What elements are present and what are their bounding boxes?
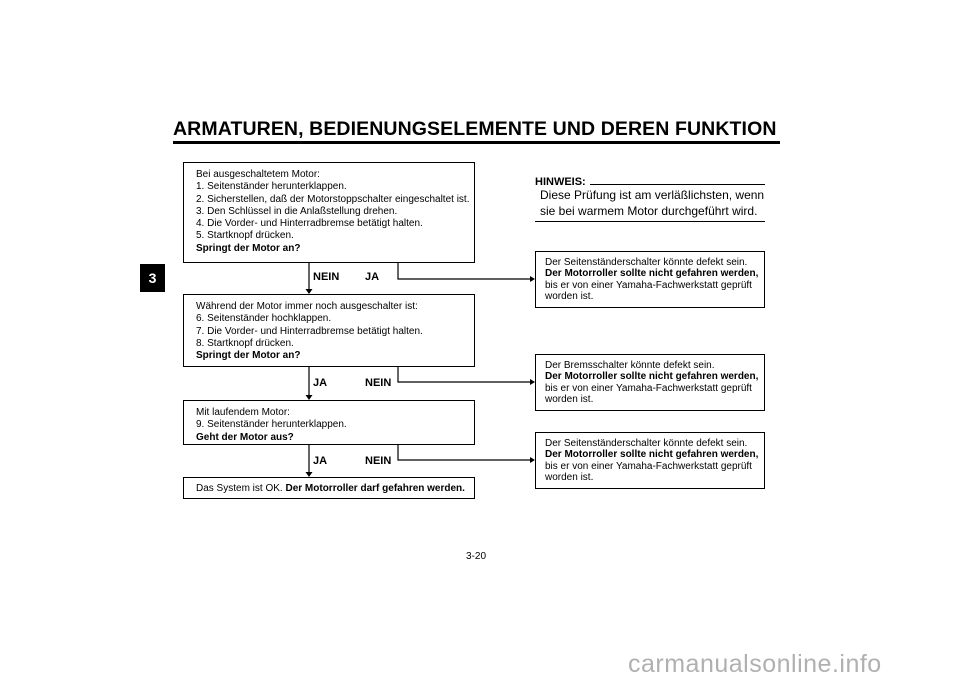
page-number: 3-20	[466, 551, 487, 562]
box2-line: 8. Startknopf drücken.	[196, 337, 294, 349]
final-text: Das System ist OK.	[196, 483, 283, 494]
box2-label-right: NEIN	[365, 377, 392, 389]
chapter-tab: 3	[140, 264, 165, 292]
result-box-2	[535, 354, 765, 411]
step-box-2	[183, 294, 475, 367]
box3-line: 9. Seitenständer herunterklappen.	[196, 419, 347, 431]
box2-line: 6. Seitenständer hochklappen.	[196, 313, 332, 325]
box2-line: Während der Motor immer noch ausgeschalter ist:	[196, 301, 418, 312]
connector-box2-result2	[398, 367, 531, 382]
note-label: HINWEIS:	[535, 176, 586, 188]
box1-line: Bei ausgeschaltetem Motor:	[196, 169, 320, 180]
box1-question: Springt der Motor an?	[196, 242, 301, 254]
box1-label-left: NEIN	[313, 271, 340, 283]
final-box	[183, 477, 475, 499]
result-line: Der Seitenständerschalter könnte defekt sein.	[545, 438, 748, 449]
box2-question: Springt der Motor an?	[196, 350, 301, 362]
box3-label-left: JA	[313, 455, 328, 467]
result-line: worden ist.	[545, 291, 594, 303]
result-warning: Der Motorroller sollte nicht gefahren werden,	[545, 371, 759, 383]
box1-line: 1. Seitenständer herunterklappen.	[196, 181, 347, 193]
result-line: bis er von einer Yamaha-Fachwerkstatt geprüft	[545, 460, 752, 472]
connector-box3-result3	[398, 445, 531, 460]
step-box-1	[183, 162, 475, 263]
box3-line: Mit laufendem Motor:	[196, 407, 290, 418]
box1-line: 3. Den Schlüssel in die Anlaßstellung drehen.	[196, 205, 398, 217]
box3-question: Geht der Motor aus?	[196, 431, 294, 443]
result-line: Der Bremsschalter könnte defekt sein.	[545, 360, 715, 371]
result-line: bis er von einer Yamaha-Fachwerkstatt geprüft	[545, 382, 752, 394]
connector-box1-result1	[398, 263, 531, 279]
result-line: worden ist.	[545, 394, 594, 406]
box1-label-right: JA	[365, 271, 380, 283]
box2-label-left: JA	[313, 377, 328, 389]
note-text: Diese Prüfung ist am verläßlichsten, wenn sie bei warmem Motor durchgeführt wird.	[540, 188, 765, 218]
result-warning: Der Motorroller sollte nicht gefahren werden,	[545, 449, 759, 461]
note-rule-bottom	[535, 221, 765, 222]
watermark: carmanualsonline.info	[628, 650, 882, 678]
box1-line: 2. Sicherstellen, daß der Motorstoppschalter eingeschaltet ist.	[196, 193, 470, 205]
result-box-1	[535, 251, 765, 308]
result-box-3	[535, 432, 765, 489]
result-line: bis er von einer Yamaha-Fachwerkstatt geprüft	[545, 279, 752, 291]
final-bold-text: Der Motorroller darf gefahren werden.	[285, 483, 465, 494]
note-rule-top	[590, 184, 765, 185]
result-line: worden ist.	[545, 472, 594, 484]
box1-line: 5. Startknopf drücken.	[196, 230, 294, 242]
box1-line: 4. Die Vorder- und Hinterradbremse betätigt halten.	[196, 218, 423, 230]
step-box-3	[183, 400, 475, 445]
result-line: Der Seitenständerschalter könnte defekt sein.	[545, 257, 748, 268]
box3-label-right: NEIN	[365, 455, 392, 467]
page-title: ARMATUREN, BEDIENUNGSELEMENTE UND DEREN FUNKTION	[173, 118, 777, 140]
result-warning: Der Motorroller sollte nicht gefahren werden,	[545, 268, 759, 280]
box2-line: 7. Die Vorder- und Hinterradbremse betätigt halten.	[196, 325, 423, 337]
